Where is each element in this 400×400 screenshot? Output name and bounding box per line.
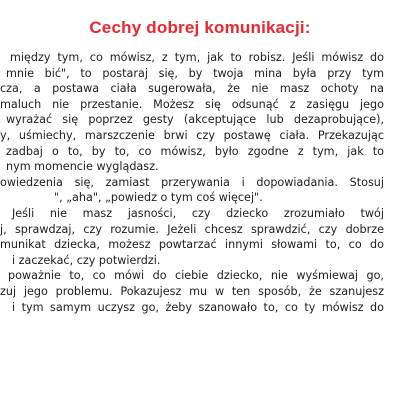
text-line: owiedzenia się, zamiast przerywania i dopowiadania. Stosuj (0, 175, 384, 189)
text-line: i zaczekać, czy potwierdzi. (12, 253, 161, 267)
page-title: Cechy dobrej komunikacji: (89, 18, 311, 37)
text-line: mnie bić", to postaraj się, by twoja mina była przy tym (6, 66, 384, 80)
text-line: i tym samym uczysz go, żeby szanowało to, co ty mówisz do (12, 300, 384, 314)
body-text (0, 50, 400, 315)
text-line: y, uśmiechy, marszczenie brwi czy postawę ciała. Przekazując (0, 128, 384, 142)
text-line: maluch nie przestanie. Możesz się odsunąć z zasięgu jego (0, 97, 384, 111)
text-line: Jeśli nie masz jasności, czy dziecko zrozumiało twój (12, 206, 384, 220)
text-line: między tym, co mówisz, z tym, jak to robisz. Jeśli mówisz do (10, 51, 384, 64)
text-line: wyrażać się poprzez gesty (akceptujące lub dezaprobujące), (6, 113, 384, 127)
text-line: ", „aha", „powiedz o tym coś więcej". (54, 191, 263, 205)
text-line: j, sprawdzaj, czy rozumie. Jeżeli chcesz sprawdzić, czy dobrze (0, 222, 384, 236)
text-line: zuj jego problemu. Pokazujesz mu w ten sposób, że szanujesz (0, 284, 384, 298)
text-line: munikat dziecka, możesz powtarzać innymi słowami to, co do (0, 238, 384, 252)
text-line: zadbaj o to, by to, co mówisz, było zgodne z tym, jak to (6, 144, 384, 158)
text-line: nym momencie wyglądasz. (6, 160, 159, 174)
text-line: poważnie to, co mówi do ciebie dziecko, nie wyśmiewaj go, (8, 269, 384, 283)
text-line: cza, a postawa ciała sugerowała, że nie masz ochoty na (0, 82, 384, 96)
